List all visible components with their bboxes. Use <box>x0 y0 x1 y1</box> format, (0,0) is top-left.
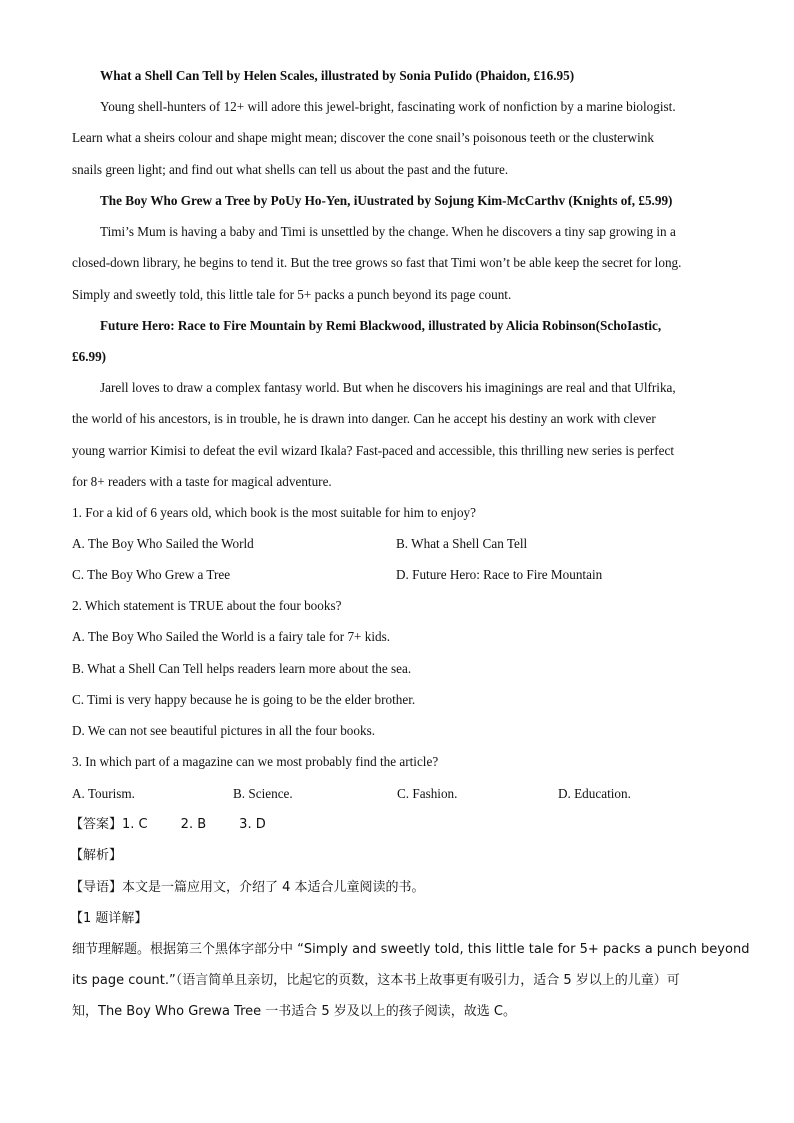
book-2-desc-line: Timi’s Mum is having a baby and Timi is unsettled by the change. When he discovers a tiny sap growing in a <box>100 224 676 239</box>
detail-line: 细节理解题。根据第三个黑体字部分中 “Simply and sweetly told, this little tale for 5+ packs a punch beyond <box>72 942 750 957</box>
book-3-desc-line: for 8+ readers with a taste for magical adventure. <box>72 474 332 489</box>
book-3-desc-line: young warrior Kimisi to defeat the evil wizard Ikala? Fast-paced and accessible, this thrilling new series is perfect <box>72 443 675 458</box>
question-2-option-c: C. Timi is very happy because he is going to be the elder brother. <box>72 692 416 707</box>
book-1-desc-line: snails green light; and find out what shells can tell us about the past and the future. <box>72 162 509 177</box>
question-2-stem: 2. Which statement is TRUE about the four books? <box>72 598 342 613</box>
detail-line: 知，The Boy Who Grewa Tree 一书适合 5 岁及以上的孩子阅读，故选 C。 <box>72 1004 517 1019</box>
guide-line: 【导语】本文是一篇应用文，介绍了 4 本适合儿童阅读的书。 <box>70 880 425 895</box>
detail-line: its page count.”（语言简单且亲切，比起它的页数，这本书上故事更有吸引力，适合 5 岁以上的儿童）可 <box>72 973 680 988</box>
question-1-option-a: A. The Boy Who Sailed the World <box>72 536 254 551</box>
book-3-title-cont: £6.99) <box>72 349 107 364</box>
book-2-title: The Boy Who Grew a Tree by PoUy Ho-Yen, iUustrated by Sojung Kim-McCarthv (Knights of, £5.99) <box>100 193 673 208</box>
book-2-desc-line: closed-down library, he begins to tend it. But the tree grows so fast that Timi won’t be able keep the secret for long. <box>72 255 682 270</box>
detail-label: 【1 题详解】 <box>70 911 148 926</box>
book-3-desc-line: the world of his ancestors, is in trouble, he is drawn into danger. Can he accept his destiny an work with clever <box>72 411 656 426</box>
book-1-desc-line: Young shell-hunters of 12+ will adore this jewel-bright, fascinating work of nonfiction by a marine biologist. <box>100 99 676 114</box>
question-3-option-b: B. Science. <box>233 786 293 801</box>
question-3-stem: 3. In which part of a magazine can we most probably find the article? <box>72 754 439 769</box>
question-2-option-b: B. What a Shell Can Tell helps readers learn more about the sea. <box>72 661 412 676</box>
question-3-option-c: C. Fashion. <box>397 786 458 801</box>
question-1-stem: 1. For a kid of 6 years old, which book is the most suitable for him to enjoy? <box>72 505 476 520</box>
answer-key: 【答案】1. C 2. B 3. D <box>70 817 266 832</box>
question-1-option-d: D. Future Hero: Race to Fire Mountain <box>396 567 603 582</box>
book-3-desc-line: Jarell loves to draw a complex fantasy world. But when he discovers his imaginings are real and that Ulfrika, <box>100 380 676 395</box>
question-3-option-a: A. Tourism. <box>72 786 135 801</box>
question-2-option-a: A. The Boy Who Sailed the World is a fairy tale for 7+ kids. <box>72 629 391 644</box>
book-1-desc-line: Learn what a sheirs colour and shape might mean; discover the cone snail’s poisonous teeth or the clusterwink <box>72 130 654 145</box>
book-2-desc-line: Simply and sweetly told, this little tale for 5+ packs a punch beyond its page count. <box>72 287 512 302</box>
question-1-option-b: B. What a Shell Can Tell <box>396 536 528 551</box>
book-3-title: Future Hero: Race to Fire Mountain by Remi Blackwood, illustrated by Alicia Robinson(SchoIastic, <box>100 318 662 333</box>
question-2-option-d: D. We can not see beautiful pictures in all the four books. <box>72 723 376 738</box>
question-1-option-c: C. The Boy Who Grew a Tree <box>72 567 231 582</box>
question-3-option-d: D. Education. <box>558 786 631 801</box>
book-1-title: What a Shell Can Tell by Helen Scales, illustrated by Sonia PuIido (Phaidon, £16.95) <box>100 68 575 83</box>
analysis-label: 【解析】 <box>70 848 123 863</box>
